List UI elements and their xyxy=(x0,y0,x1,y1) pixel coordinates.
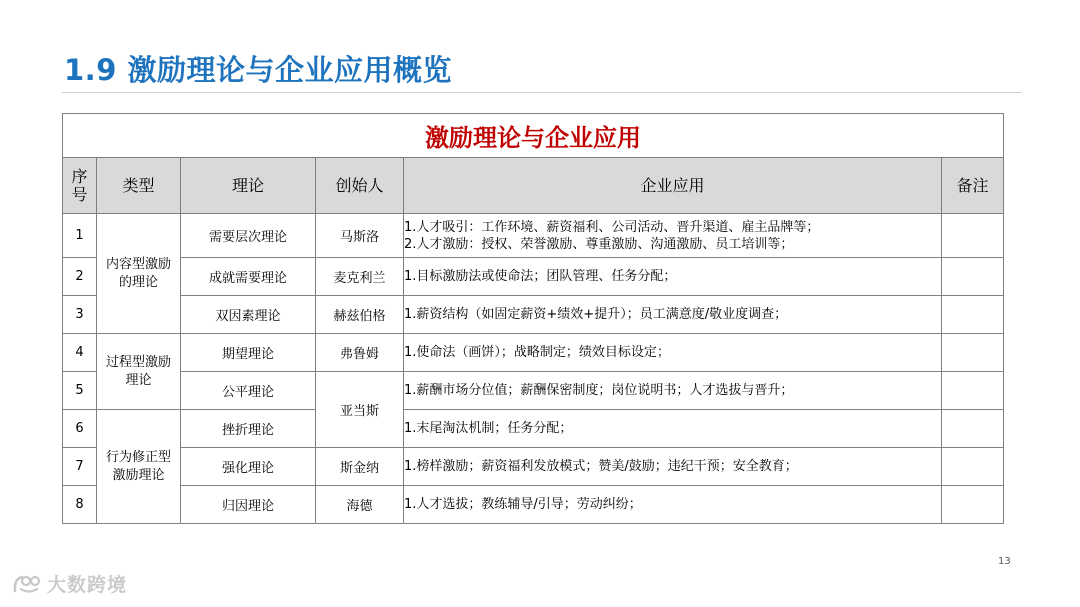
type-cell: 过程型激励理论 xyxy=(97,334,181,410)
founder-cell: 亚当斯 xyxy=(316,372,404,448)
header-type: 类型 xyxy=(97,158,181,214)
theory-cell: 挫折理论 xyxy=(181,410,316,448)
table-row xyxy=(63,410,1004,448)
founder-cell: 斯金纳 xyxy=(316,448,404,486)
application-cell: 1.人才选拔；教练辅导/引导；劳动纠纷； xyxy=(404,486,942,524)
watermark-text: 大数跨境 xyxy=(47,574,128,596)
application-cell: 1.人才吸引：工作环境、薪资福利、公司活动、晋升渠道、雇主品牌等； 2.人才激励：授权、荣誉激励、尊重激励、沟通激励、员工培训等； xyxy=(404,214,942,258)
theory-cell: 归因理论 xyxy=(181,486,316,524)
founder-cell: 海德 xyxy=(316,486,404,524)
table-row xyxy=(63,448,1004,486)
theory-cell: 成就需要理论 xyxy=(181,258,316,296)
table-row xyxy=(63,214,1004,258)
type-cell: 行为修正型激励理论 xyxy=(97,410,181,524)
row-number: 2 xyxy=(63,258,97,296)
application-cell: 1.末尾淘汰机制；任务分配； xyxy=(404,410,942,448)
row-number: 7 xyxy=(63,448,97,486)
row-number: 8 xyxy=(63,486,97,524)
founder-cell: 麦克利兰 xyxy=(316,258,404,296)
application-cell: 1.使命法（画饼）；战略制定；绩效目标设定； xyxy=(404,334,942,372)
table-row xyxy=(63,372,1004,410)
table-row xyxy=(63,258,1004,296)
table-row xyxy=(63,334,1004,372)
remark-cell xyxy=(942,372,1004,410)
remark-cell xyxy=(942,486,1004,524)
table-header-row xyxy=(63,158,1004,214)
theory-cell: 期望理论 xyxy=(181,334,316,372)
founder-cell: 弗鲁姆 xyxy=(316,334,404,372)
type-cell: 内容型激励的理论 xyxy=(97,214,181,334)
theory-cell: 公平理论 xyxy=(181,372,316,410)
watermark xyxy=(12,570,127,597)
header-remark: 备注 xyxy=(942,158,1004,214)
row-number: 4 xyxy=(63,334,97,372)
row-number: 3 xyxy=(63,296,97,334)
remark-cell xyxy=(942,296,1004,334)
theory-table xyxy=(62,113,1004,524)
header-founder: 创始人 xyxy=(316,158,404,214)
brand-logo-icon xyxy=(12,573,42,595)
row-number: 1 xyxy=(63,214,97,258)
application-cell: 1.目标激励法或使命法；团队管理、任务分配； xyxy=(404,258,942,296)
slide-title: 1.9 激励理论与企业应用概览 xyxy=(64,53,452,87)
remark-cell xyxy=(942,448,1004,486)
header-theory: 理论 xyxy=(181,158,316,214)
theory-cell: 强化理论 xyxy=(181,448,316,486)
application-cell: 1.薪资结构（如固定薪资+绩效+提升）；员工满意度/敬业度调查； xyxy=(404,296,942,334)
remark-cell xyxy=(942,334,1004,372)
header-application: 企业应用 xyxy=(404,158,942,214)
table-row xyxy=(63,296,1004,334)
application-cell: 1.薪酬市场分位值；薪酬保密制度；岗位说明书；人才选拔与晋升； xyxy=(404,372,942,410)
row-number: 5 xyxy=(63,372,97,410)
founder-cell: 马斯洛 xyxy=(316,214,404,258)
remark-cell xyxy=(942,214,1004,258)
founder-cell: 赫兹伯格 xyxy=(316,296,404,334)
page-number: 13 xyxy=(998,556,1011,567)
application-cell: 1.榜样激励；薪资福利发放模式；赞美/鼓励；违纪干预；安全教育； xyxy=(404,448,942,486)
table-caption: 激励理论与企业应用 xyxy=(63,114,1004,158)
row-number: 6 xyxy=(63,410,97,448)
theory-cell: 需要层次理论 xyxy=(181,214,316,258)
theory-cell: 双因素理论 xyxy=(181,296,316,334)
remark-cell xyxy=(942,258,1004,296)
header-no: 序 号 xyxy=(63,158,97,214)
table-row xyxy=(63,486,1004,524)
title-divider xyxy=(62,92,1022,93)
remark-cell xyxy=(942,410,1004,448)
